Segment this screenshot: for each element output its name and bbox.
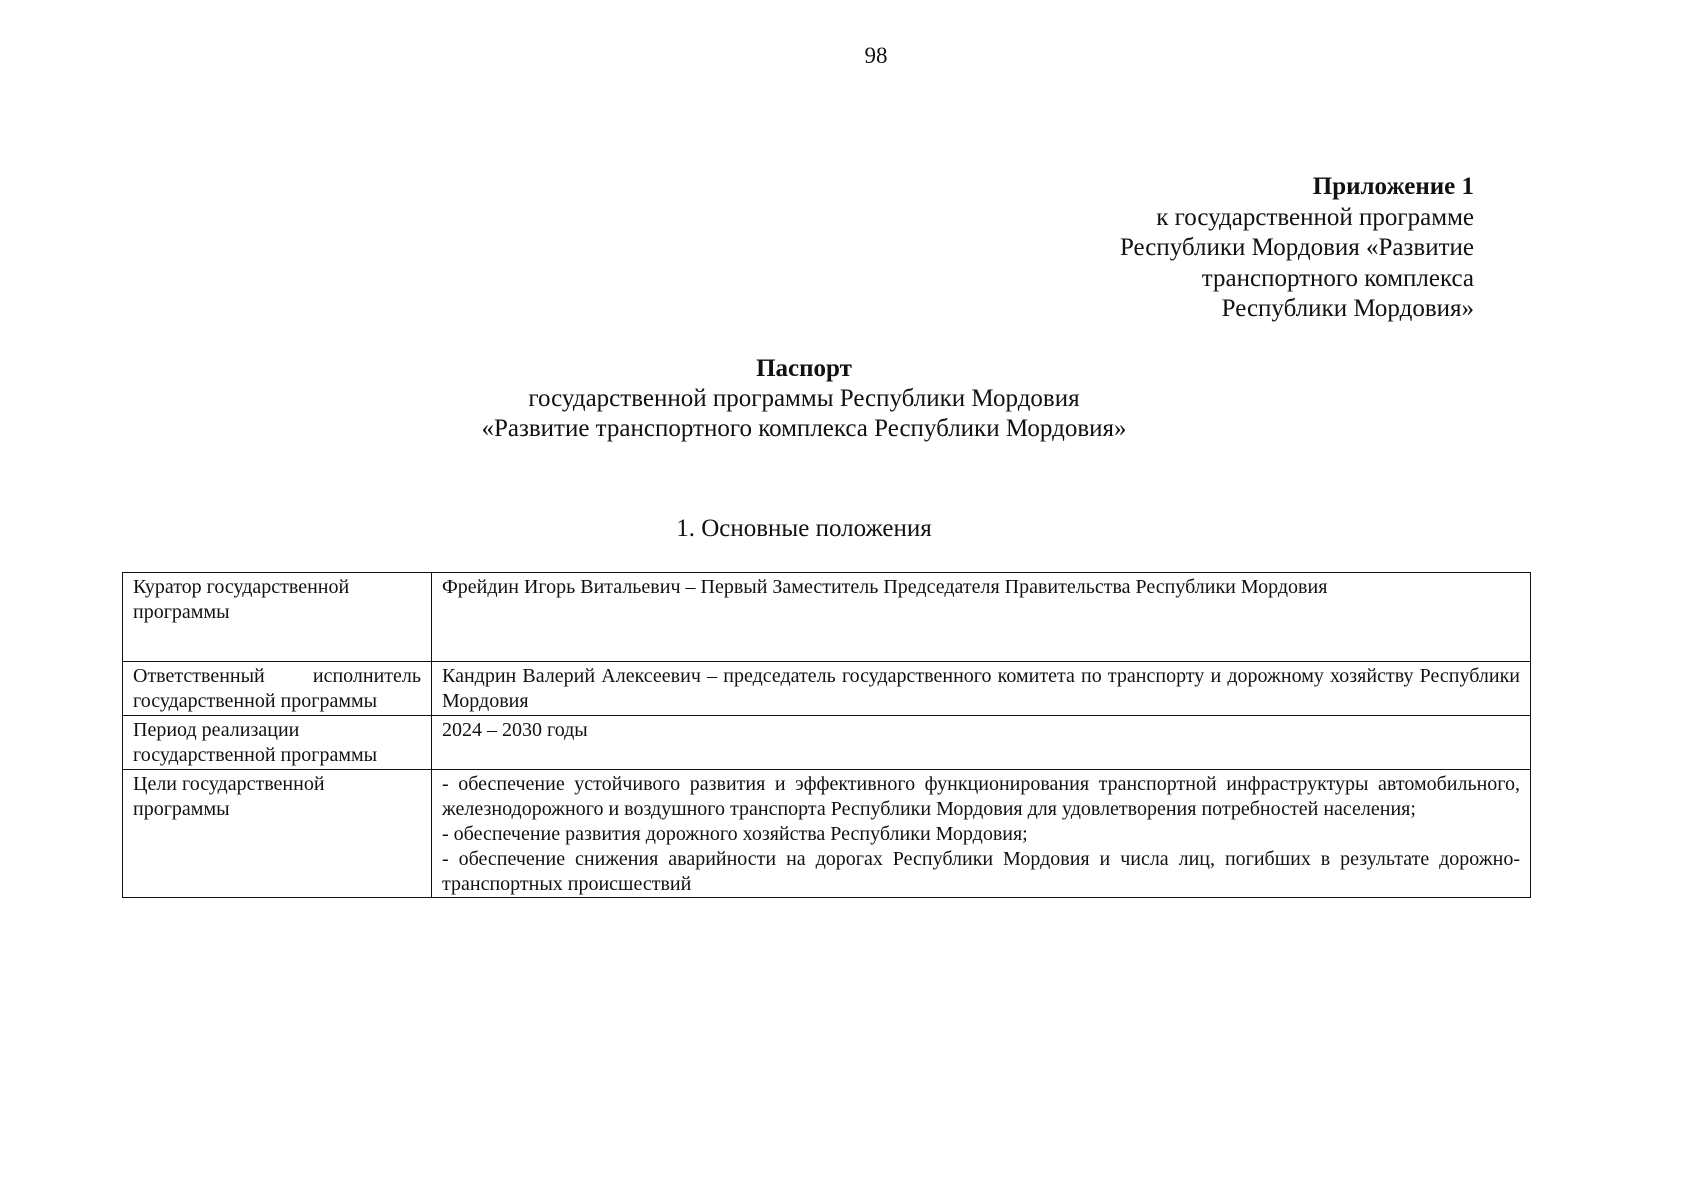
passport-title: Паспорт — [756, 355, 852, 382]
row-label: Куратор государственной программы — [123, 573, 432, 662]
row-label: Период реализации государственной программы — [123, 716, 432, 770]
row-label: Цели государственной программы — [123, 770, 432, 898]
goal-item: - обеспечение снижения аварийности на дорогах Республики Мордовия и числа лиц, погибших в результате дорожно-транспортных происшествий — [442, 848, 1520, 895]
table-row-executor — [123, 662, 1531, 716]
appendix-line: Республики Мордовия» — [1221, 295, 1474, 322]
program-info-table — [122, 572, 1531, 898]
passport-heading — [0, 354, 1608, 444]
row-label: Ответственный исполнитель государственной программы — [123, 662, 432, 716]
table-row-period — [123, 716, 1531, 770]
section-heading: 1. Основные положения — [676, 515, 932, 542]
goal-item: - обеспечение развития дорожного хозяйства Республики Мордовия; — [442, 823, 1028, 845]
table-row-curator — [123, 573, 1531, 662]
passport-subtitle-line2: «Развитие транспортного комплекса Республики Мордовия» — [481, 415, 1127, 442]
table-row-goals — [123, 770, 1531, 898]
appendix-block — [774, 172, 1474, 325]
row-value: Кандрин Валерий Алексеевич – председатель государственного комитета по транспорту и дорожному хозяйству Республики Мордовия — [432, 662, 1531, 716]
appendix-title: Приложение 1 — [1312, 173, 1474, 200]
appendix-line: к государственной программе — [1156, 203, 1474, 231]
row-value-goals — [432, 770, 1531, 898]
goal-item: - обеспечение устойчивого развития и эффективного функционирования транспортной инфраструктуры автомобильного, железнодорожного и воздушного транспорта Республики Мордовия для удовлетворения потребностей населения; — [442, 773, 1520, 820]
appendix-line: транспортного комплекса — [1201, 264, 1474, 292]
passport-subtitle-line1: государственной программы Республики Мордовия — [528, 385, 1080, 412]
row-value: 2024 – 2030 годы — [432, 716, 1531, 770]
row-value: Фрейдин Игорь Витальевич – Первый Заместитель Председателя Правительства Республики Мордовия — [432, 573, 1531, 662]
appendix-line: Республики Мордовия «Развитие — [1119, 234, 1474, 261]
page-number: 98 — [864, 43, 888, 68]
